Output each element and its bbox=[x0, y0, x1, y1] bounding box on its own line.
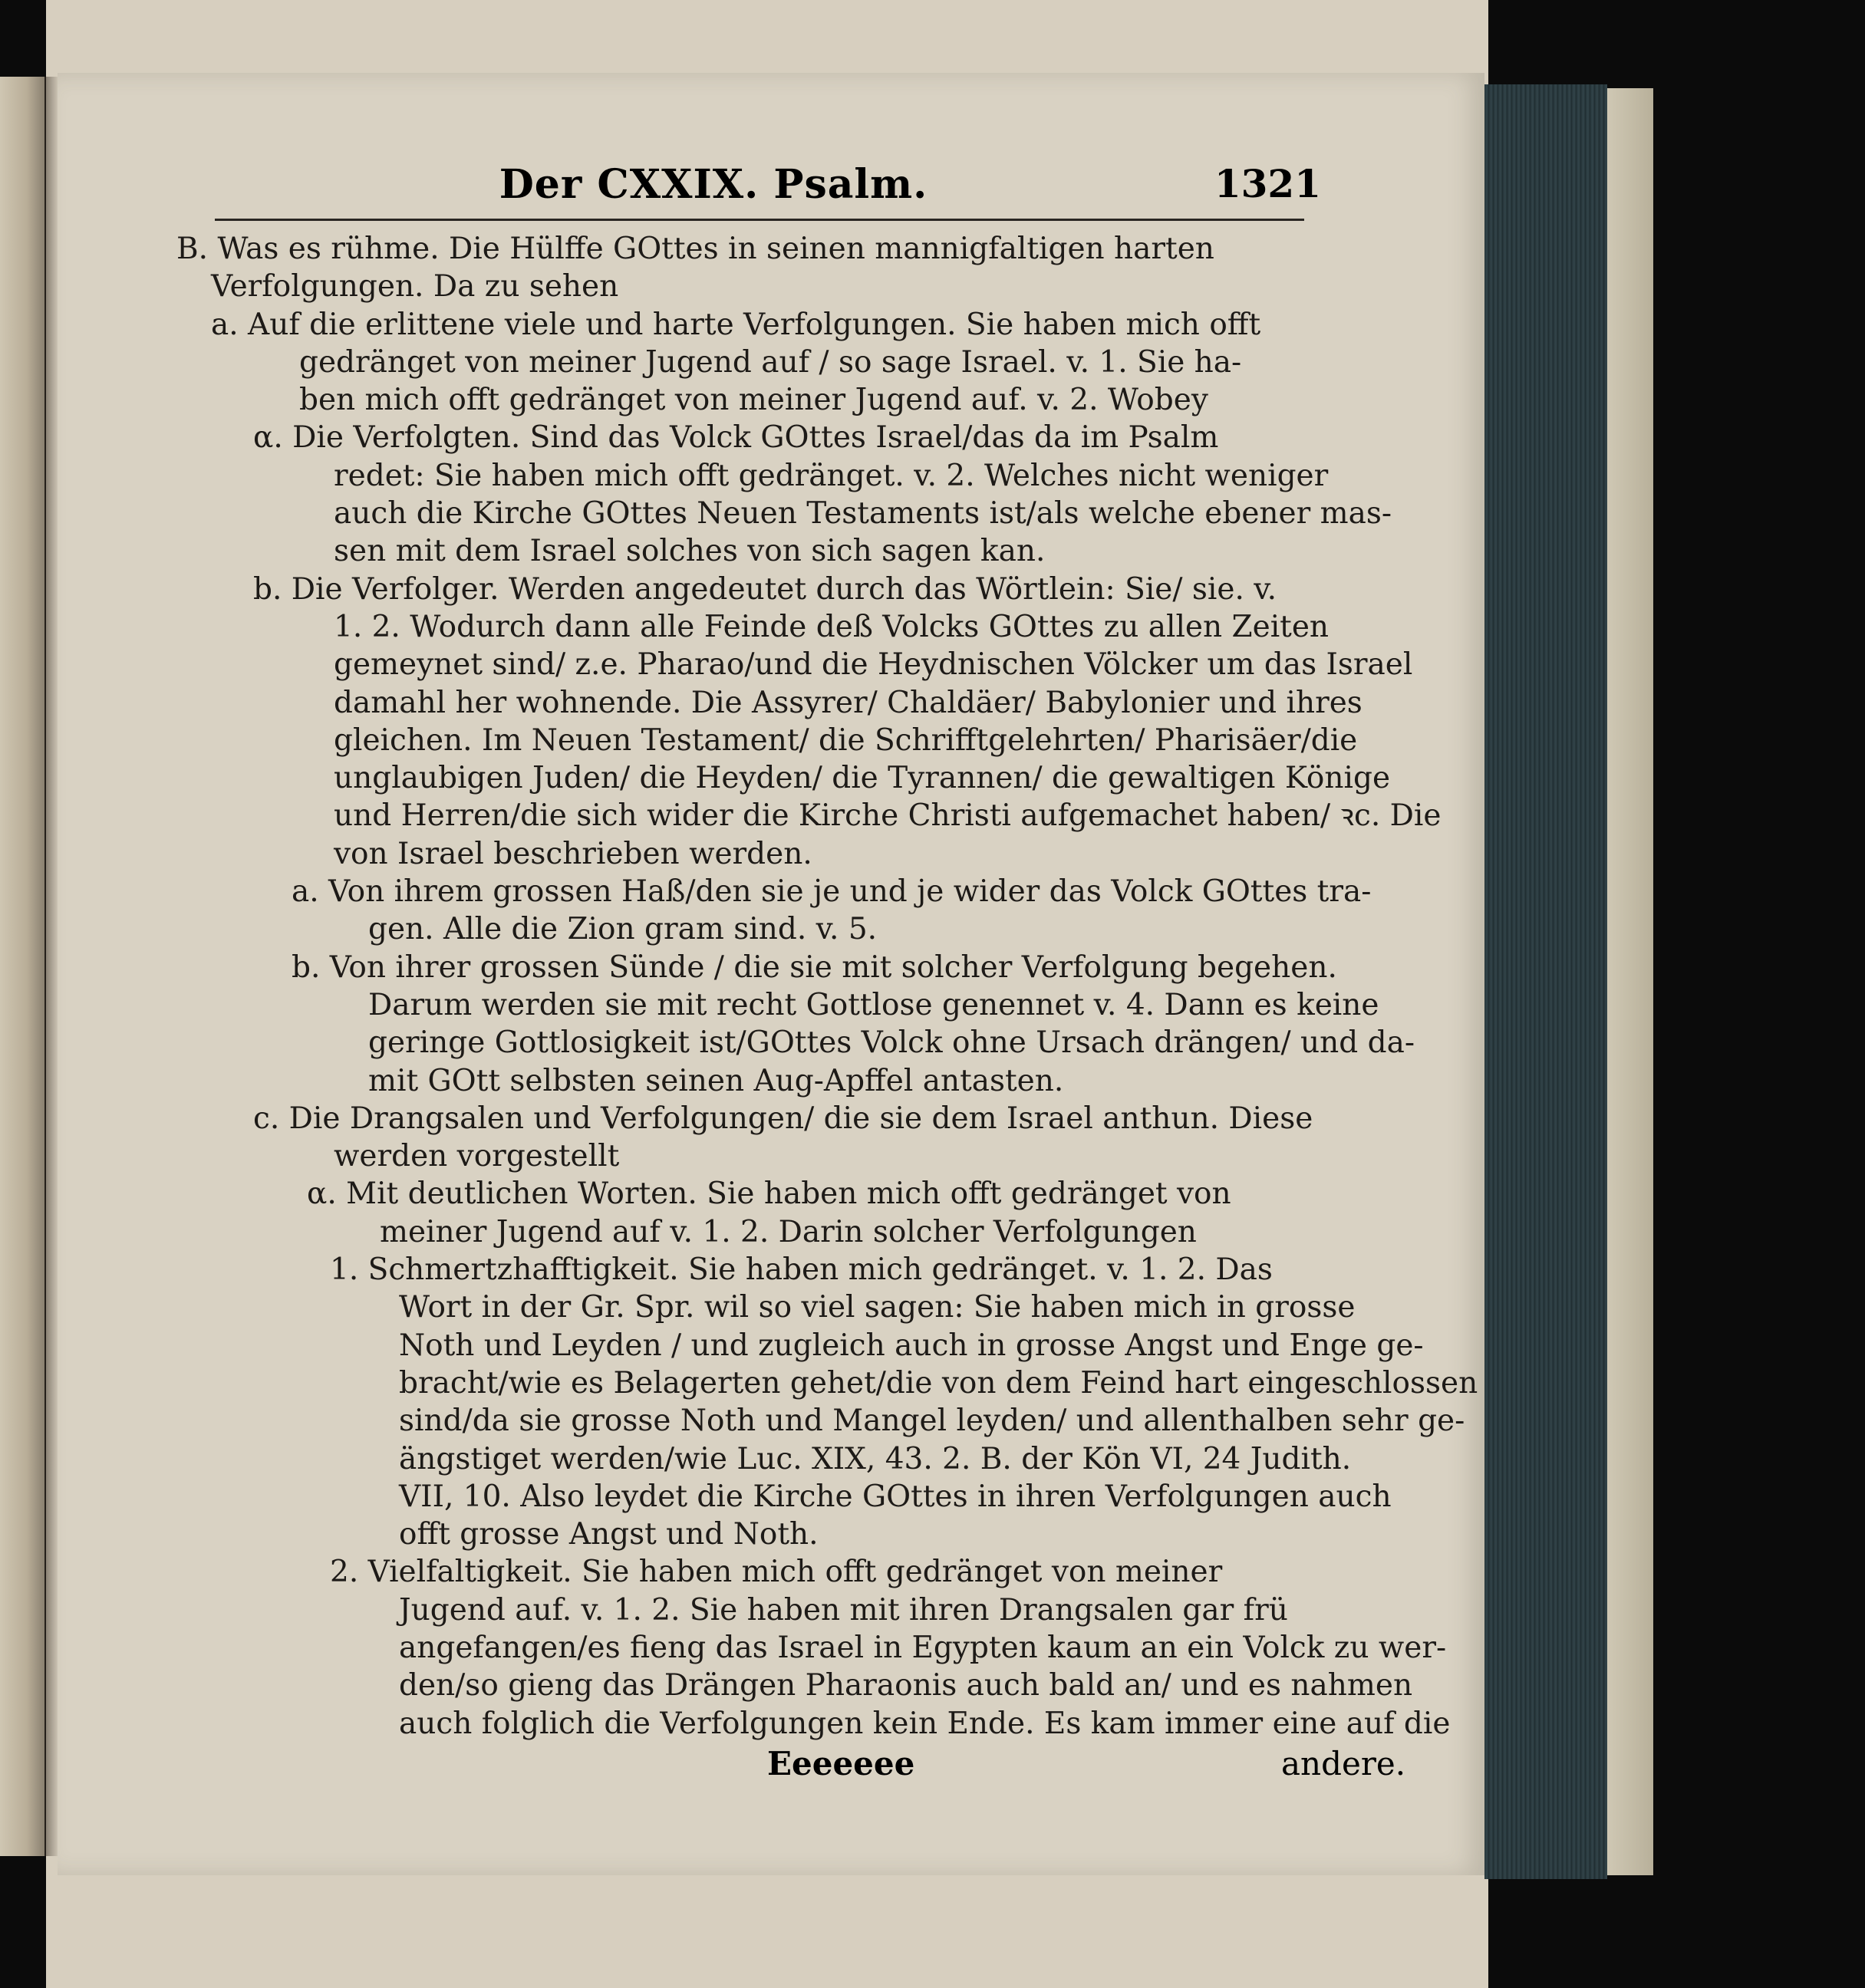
text-line: 2. Vielfaltigkeit. Sie haben mich offt gedränget von meiner bbox=[330, 1555, 1223, 1590]
text-line: Noth und Leyden / und zugleich auch in grosse Angst und Enge ge- bbox=[399, 1328, 1424, 1363]
text-line: b. Die Verfolger. Werden angedeutet durch das Wörtlein: Sie/ sie. v. bbox=[253, 571, 1277, 607]
text-line: 1. Schmertzhafftigkeit. Sie haben mich gedränget. v. 1. 2. Das bbox=[330, 1252, 1273, 1288]
text-line: redet: Sie haben mich offt gedränget. v. 2. Welches nicht weniger bbox=[334, 458, 1329, 493]
text-line: werden vorgestellt bbox=[334, 1139, 620, 1174]
text-line: ben mich offt gedränget von meiner Jugend auf. v. 2. Wobey bbox=[299, 383, 1208, 418]
text-line: gedränget von meiner Jugend auf / so sage Israel. v. 1. Sie ha- bbox=[299, 344, 1242, 380]
text-line: meiner Jugend auf v. 1. 2. Darin solcher Verfolgungen bbox=[380, 1214, 1197, 1249]
text-line: auch die Kirche GOttes Neuen Testaments ist/als welche ebener mas- bbox=[334, 496, 1392, 532]
text-line: b. Von ihrer grossen Sünde / die sie mit solcher Verfolgung begehen. bbox=[292, 950, 1337, 985]
text-line: Jugend auf. v. 1. 2. Sie haben mit ihren Drangsalen gar frü bbox=[399, 1592, 1288, 1628]
signature-mark: Eeeeeee bbox=[767, 1745, 915, 1782]
text-line: a. Von ihrem grossen Haß/den sie je und je wider das Volck GOttes tra- bbox=[292, 874, 1372, 910]
text-line: den/so gieng das Drängen Pharaonis auch bald an/ und es nahmen bbox=[399, 1668, 1413, 1703]
header-rule bbox=[215, 219, 1304, 221]
book-cover-edge bbox=[1607, 88, 1653, 1875]
text-line: auch folglich die Verfolgungen kein Ende. Es kam immer eine auf die bbox=[399, 1706, 1451, 1741]
page-number: 1321 bbox=[1214, 161, 1321, 206]
text-line: sind/da sie grosse Noth und Mangel leyden/ und allenthalben sehr ge- bbox=[399, 1404, 1465, 1439]
text-line: Wort in der Gr. Spr. wil so viel sagen: Sie haben mich in grosse bbox=[399, 1290, 1356, 1325]
text-line: a. Auf die erlittene viele und harte Verfolgungen. Sie haben mich offt bbox=[211, 307, 1261, 342]
left-page-edge bbox=[0, 77, 44, 1856]
text-line: VII, 10. Also leydet die Kirche GOttes in ihren Verfolgungen auch bbox=[399, 1479, 1392, 1514]
text-line: und Herren/die sich wider die Kirche Christi aufgemachet haben/ ꝛc. Die bbox=[334, 798, 1442, 834]
text-line: Verfolgungen. Da zu sehen bbox=[211, 269, 619, 304]
page-fore-edge bbox=[1484, 84, 1607, 1879]
text-line: damahl her wohnende. Die Assyrer/ Chaldäer/ Babylonier und ihres bbox=[334, 685, 1363, 720]
text-line: offt grosse Angst und Noth. bbox=[399, 1517, 819, 1552]
text-line: B. Was es rühme. Die Hülffe GOttes in seinen mannigfaltigen harten bbox=[176, 232, 1214, 266]
text-line: α. Die Verfolgten. Sind das Volck GOttes Israel/das da im Psalm bbox=[253, 420, 1219, 456]
text-block bbox=[176, 230, 1478, 1743]
text-line: bracht/wie es Belagerten gehet/die von dem Feind hart eingeschlossen bbox=[399, 1365, 1478, 1400]
text-line: Darum werden sie mit recht Gottlose genennet v. 4. Dann es keine bbox=[368, 987, 1379, 1022]
text-line: gleichen. Im Neuen Testament/ die Schrifftgelehrten/ Pharisäer/die bbox=[334, 722, 1358, 758]
text-line: von Israel beschrieben werden. bbox=[334, 836, 812, 871]
text-line: angefangen/es fieng das Israel in Egypten kaum an ein Volck zu wer- bbox=[399, 1630, 1447, 1665]
text-line: c. Die Drangsalen und Verfolgungen/ die sie dem Israel anthun. Diese bbox=[253, 1101, 1313, 1136]
text-line: geringe Gottlosigkeit ist/GOttes Volck ohne Ursach drängen/ und da- bbox=[368, 1025, 1415, 1061]
catchword: andere. bbox=[1281, 1745, 1406, 1782]
running-title: Der CXXIX. Psalm. bbox=[499, 161, 928, 208]
text-line: 1. 2. Wodurch dann alle Feinde deß Volcks GOttes zu allen Zeiten bbox=[334, 609, 1330, 644]
text-line: α. Mit deutlichen Worten. Sie haben mich offt gedränget von bbox=[307, 1177, 1231, 1212]
text-line: mit GOtt selbsten seinen Aug-Apffel antasten. bbox=[368, 1063, 1064, 1098]
text-line: gen. Alle die Zion gram sind. v. 5. bbox=[368, 912, 878, 947]
running-head bbox=[407, 153, 1321, 208]
text-line: unglaubigen Juden/ die Heyden/ die Tyrannen/ die gewaltigen Könige bbox=[334, 761, 1391, 796]
text-line: ängstiget werden/wie Luc. XIX, 43. 2. B. der Kön VI, 24 Judith. bbox=[399, 1441, 1352, 1476]
text-line: sen mit dem Israel solches von sich sagen kan. bbox=[334, 534, 1046, 569]
text-line: gemeynet sind/ z.e. Pharao/und die Heydnischen Völcker um das Israel bbox=[334, 647, 1413, 683]
